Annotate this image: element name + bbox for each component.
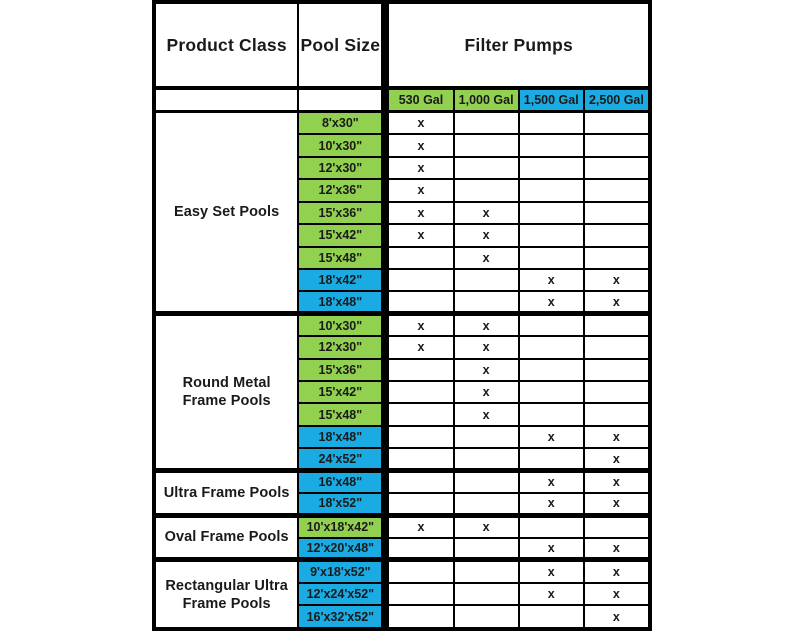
compatibility-cell: x (584, 560, 649, 582)
compatibility-cell (519, 605, 584, 628)
pool-size-cell: 12'x30" (298, 336, 382, 358)
compatibility-cell (519, 516, 584, 538)
compatibility-cell: x (584, 269, 649, 291)
compatibility-cell: x (454, 202, 519, 224)
product-class-cell: Oval Frame Pools (155, 516, 298, 561)
compatibility-cell (519, 448, 584, 470)
table-row (155, 314, 649, 336)
compatibility-cell (454, 269, 519, 291)
pool-size-cell: 12'x24'x52" (298, 583, 382, 605)
compatibility-cell (454, 560, 519, 582)
compatibility-cell: x (454, 224, 519, 246)
table-row (155, 471, 649, 493)
compatibility-cell (454, 291, 519, 313)
table-header (155, 3, 649, 112)
compatibility-cell (519, 134, 584, 156)
compatibility-cell (388, 583, 453, 605)
compatibility-cell (584, 359, 649, 381)
product-class-cell (155, 314, 298, 471)
header-pump-1000-gal: 1,000 Gal (454, 89, 519, 112)
product-class-cell: Easy Set Pools (155, 112, 298, 314)
compatibility-cell: x (519, 560, 584, 582)
product-class-line-1: Rectangular Ultra (165, 577, 288, 594)
pool-size-cell: 15'x48" (298, 247, 382, 269)
product-class-line-2: Frame Pools (182, 595, 271, 612)
compatibility-cell (584, 247, 649, 269)
compatibility-cell: x (584, 291, 649, 313)
pool-size-cell: 12'x20'x48" (298, 538, 382, 560)
compatibility-cell: x (454, 336, 519, 358)
header-row-titles (155, 3, 649, 89)
compatibility-cell (388, 269, 453, 291)
compatibility-cell: x (519, 471, 584, 493)
header-spacer-product-class (155, 89, 298, 112)
compatibility-cell (584, 179, 649, 201)
compatibility-cell: x (519, 269, 584, 291)
pool-size-cell: 9'x18'x52" (298, 560, 382, 582)
pool-size-cell: 8'x30" (298, 112, 382, 134)
compatibility-cell (454, 448, 519, 470)
compatibility-cell (519, 247, 584, 269)
compatibility-cell (519, 202, 584, 224)
pool-size-cell: 15'x36" (298, 359, 382, 381)
pool-size-cell: 15'x42" (298, 224, 382, 246)
compatibility-cell (584, 134, 649, 156)
compatibility-cell: x (519, 493, 584, 515)
compatibility-cell (519, 224, 584, 246)
compatibility-cell: x (454, 403, 519, 425)
compatibility-cell (454, 538, 519, 560)
compatibility-cell: x (454, 516, 519, 538)
compatibility-cell: x (584, 538, 649, 560)
pool-size-cell: 12'x36" (298, 179, 382, 201)
compatibility-cell (388, 381, 453, 403)
compatibility-cell (454, 426, 519, 448)
product-class-line-1: Round Metal (182, 374, 271, 391)
header-pool-size: Pool Size (298, 3, 382, 89)
compatibility-cell: x (388, 224, 453, 246)
product-class-cell: Ultra Frame Pools (155, 471, 298, 516)
compatibility-cell (388, 538, 453, 560)
compatibility-cell (519, 336, 584, 358)
pool-size-cell: 10'x30" (298, 314, 382, 336)
compatibility-cell (388, 291, 453, 313)
compatibility-cell (519, 179, 584, 201)
pool-size-cell: 18'x48" (298, 291, 382, 313)
compatibility-cell (388, 247, 453, 269)
pool-size-cell: 18'x42" (298, 269, 382, 291)
table-row (155, 516, 649, 538)
compatibility-cell (454, 112, 519, 134)
compatibility-cell: x (519, 583, 584, 605)
compatibility-cell: x (584, 448, 649, 470)
compatibility-cell (388, 359, 453, 381)
compatibility-cell (519, 359, 584, 381)
product-class-cell (155, 560, 298, 628)
compatibility-cell (454, 157, 519, 179)
header-product-class: Product Class (155, 3, 298, 89)
pool-size-cell: 16'x32'x52" (298, 605, 382, 628)
header-row-gallons (155, 89, 649, 112)
compatibility-cell (388, 560, 453, 582)
table-body (155, 112, 649, 628)
compatibility-cell (584, 112, 649, 134)
header-pump-530-gal: 530 Gal (388, 89, 453, 112)
compatibility-cell (388, 471, 453, 493)
compatibility-cell: x (519, 426, 584, 448)
compatibility-cell: x (388, 314, 453, 336)
compatibility-cell: x (454, 359, 519, 381)
header-pump-2500-gal: 2,500 Gal (584, 89, 649, 112)
compatibility-cell: x (584, 605, 649, 628)
table-row (155, 112, 649, 134)
compatibility-cell (454, 134, 519, 156)
pool-size-cell: 16'x48" (298, 471, 382, 493)
compatibility-cell: x (388, 336, 453, 358)
pool-size-cell: 24'x52" (298, 448, 382, 470)
compatibility-cell: x (388, 516, 453, 538)
compatibility-cell (584, 516, 649, 538)
compatibility-cell (454, 493, 519, 515)
compatibility-cell (584, 224, 649, 246)
compatibility-cell (584, 202, 649, 224)
compatibility-cell (584, 314, 649, 336)
compatibility-cell: x (519, 291, 584, 313)
compatibility-cell (454, 583, 519, 605)
compatibility-cell: x (454, 314, 519, 336)
pool-size-cell: 18'x52" (298, 493, 382, 515)
pool-size-cell: 15'x42" (298, 381, 382, 403)
compatibility-cell (584, 403, 649, 425)
header-filter-pumps: Filter Pumps (388, 3, 649, 89)
table-row (155, 560, 649, 582)
compatibility-cell (584, 157, 649, 179)
pool-size-cell: 10'x30" (298, 134, 382, 156)
header-spacer-pool-size (298, 89, 382, 112)
compatibility-cell: x (388, 179, 453, 201)
compatibility-cell: x (584, 493, 649, 515)
pool-filter-pump-compatibility-table (152, 0, 652, 631)
compatibility-cell: x (388, 134, 453, 156)
pool-size-cell: 18'x48" (298, 426, 382, 448)
compatibility-cell (519, 314, 584, 336)
compatibility-cell (388, 426, 453, 448)
compatibility-cell: x (519, 538, 584, 560)
compatibility-cell (519, 157, 584, 179)
compatibility-cell (388, 448, 453, 470)
compatibility-cell (519, 112, 584, 134)
compatibility-cell: x (454, 381, 519, 403)
pool-size-cell: 12'x30" (298, 157, 382, 179)
compatibility-cell (519, 403, 584, 425)
compatibility-cell (584, 381, 649, 403)
compatibility-cell (454, 179, 519, 201)
compatibility-cell (454, 605, 519, 628)
compatibility-cell (454, 471, 519, 493)
compatibility-cell: x (454, 247, 519, 269)
pool-size-cell: 10'x18'x42" (298, 516, 382, 538)
compatibility-cell (388, 493, 453, 515)
compatibility-cell: x (388, 202, 453, 224)
compatibility-cell (519, 381, 584, 403)
compatibility-cell (388, 403, 453, 425)
compatibility-cell (388, 605, 453, 628)
compatibility-cell: x (388, 157, 453, 179)
compatibility-cell (584, 336, 649, 358)
compatibility-cell: x (584, 583, 649, 605)
pool-size-cell: 15'x48" (298, 403, 382, 425)
compatibility-cell: x (388, 112, 453, 134)
compatibility-cell: x (584, 426, 649, 448)
pool-size-cell: 15'x36" (298, 202, 382, 224)
header-pump-1500-gal: 1,500 Gal (519, 89, 584, 112)
compatibility-cell: x (584, 471, 649, 493)
product-class-line-2: Frame Pools (182, 392, 271, 409)
